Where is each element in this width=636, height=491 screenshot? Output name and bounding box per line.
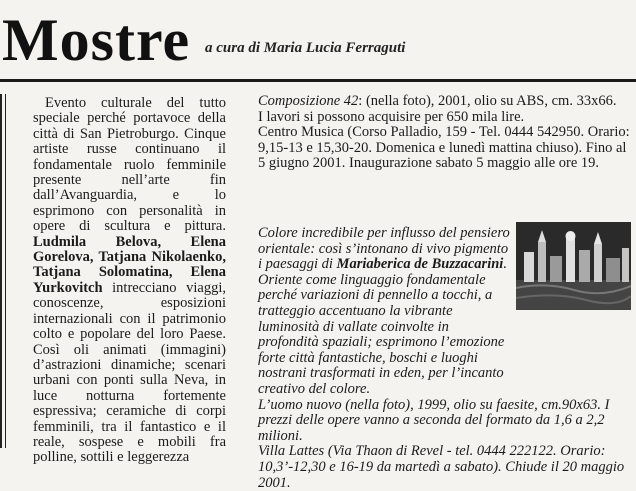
review-continuation: . Oriente come linguaggio fondamentale perché variazioni di pennello a tocchi, a tratteggio accentuano la vibrante luminosità di vallate coinvolte in profondità spaziali; esprimono l’emozione forte città fantastiche, boschi e luoghi nostrani trasformati in eden, per l’incanto creativo del colore.	[258, 256, 507, 397]
artists-names: Ludmila Belova, Elena Gorelova, Tatjana Nikolaenko, Tatjana Solomatina, Elena Yurkovitch	[33, 233, 226, 296]
left-article-paragraph	[33, 96, 226, 466]
review-paragraph	[258, 226, 513, 398]
right-bottom-article	[258, 226, 633, 491]
right-top-article	[258, 94, 633, 172]
work-title: Composizione 42	[258, 93, 359, 109]
review-lead: Colore incredibile per influsso del pensiero orientale: così s’intonano di vivo pigmento i paesaggi di	[258, 225, 510, 273]
byline: a cura di Maria Lucia Ferraguti	[205, 40, 406, 56]
sale-info: I lavori si possono acquisire per 650 mila lire.	[258, 108, 525, 125]
venue-info: Centro Musica (Corso Palladio, 159 - Tel. 0444 542950. Orario: 9,15-13 e 15,30-20. Domenica e lunedì mattina chiuso). Fino al 5 giugno 2001. Inaugurazione sabato 5 maggio alle ore 19.	[258, 124, 630, 172]
left-article-column	[33, 96, 226, 466]
work-details-bottom: L’uomo nuovo (nella foto), 1999, olio su faesite, cm.90x63. I prezzi delle opere vanno a seconda del formato da 1,6 a 2,2 milioni.	[258, 396, 610, 444]
venue-info-bottom: Villa Lattes (Via Thaon di Revel - tel. 0444 222122. Orario: 10,3’-12,30 e 16-19 da martedì a sabato). Chiude il 20 maggio 2001.	[258, 443, 625, 491]
left-border-rule	[0, 94, 6, 448]
work-caption	[258, 94, 633, 110]
artist-name: Mariaberica de Buzzacarini	[336, 256, 504, 273]
work-details: : (nella foto), 2001, olio su ABS, cm. 33x66.	[358, 93, 617, 109]
article-continuation: intrecciano viaggi, conoscenze, esposizioni internazionali con il patrimonio colto e popolare del loro Paese. Così oli animati (immagini) d’astrazioni dinamiche; scenari urbani con ponti sulla Neva, in luce notturna fortemente espressiva; ceramiche di corpi femminili, tra il fantastico e il reale, sospese e mobili fra polline, sottili e leggerezza	[33, 279, 226, 466]
intro-text: Evento culturale del tutto speciale perché portavoce della città di San Pietroburgo. Cinque artiste russe continuano il fondamentale ruolo femminile presente nell’arte fin dall’Avanguardia, e lo esprimono con personalità in opere di scultura e pittura.	[33, 95, 226, 235]
header-rule	[0, 79, 636, 82]
section-title: Mostre	[2, 7, 191, 73]
